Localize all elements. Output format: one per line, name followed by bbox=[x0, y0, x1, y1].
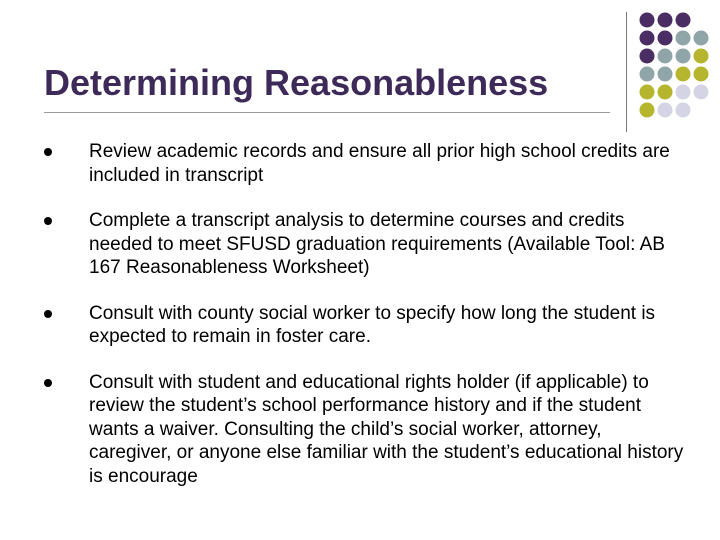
decorative-dot bbox=[676, 103, 691, 118]
decorative-dot bbox=[640, 67, 655, 82]
decorative-dot bbox=[658, 85, 673, 100]
decorative-dot bbox=[658, 67, 673, 82]
decorative-dot bbox=[676, 31, 691, 46]
decorative-dot bbox=[676, 67, 691, 82]
decorative-dot bbox=[640, 85, 655, 100]
decorative-dot bbox=[694, 49, 709, 64]
decorative-dot bbox=[658, 103, 673, 118]
bullet-list bbox=[44, 140, 684, 510]
title-underline bbox=[44, 112, 610, 113]
decorative-dot bbox=[658, 49, 673, 64]
decorative-dot bbox=[640, 49, 655, 64]
bullet-text: Complete a transcript analysis to determine courses and credits needed to meet SFUSD graduation requirements (Available Tool: AB 167 Reasonableness Worksheet) bbox=[89, 210, 665, 278]
decorative-dot bbox=[694, 67, 709, 82]
bullet-item bbox=[44, 371, 684, 489]
bullet-item bbox=[44, 140, 684, 187]
bullet-item bbox=[44, 302, 684, 349]
decorative-dot bbox=[658, 13, 673, 28]
decorative-dot bbox=[676, 13, 691, 28]
decorative-dot bbox=[676, 49, 691, 64]
vertical-divider bbox=[626, 12, 627, 132]
bullet-marker bbox=[44, 379, 52, 387]
slide-title: Determining Reasonableness bbox=[44, 62, 549, 103]
bullet-item bbox=[44, 209, 684, 280]
decorative-dot-grid bbox=[638, 12, 718, 122]
decorative-dot bbox=[676, 85, 691, 100]
bullet-marker bbox=[44, 217, 52, 225]
decorative-dot bbox=[658, 31, 673, 46]
bullet-text: Review academic records and ensure all prior high school credits are included in transcript bbox=[89, 141, 670, 186]
decorative-dot bbox=[640, 13, 655, 28]
decorative-dot bbox=[640, 103, 655, 118]
bullet-text: Consult with student and educational rights holder (if applicable) to review the student’s school performance history and if the student wants a waiver. Consulting the child’s social worker, attorney, caregiver, or anyone else familiar with the student’s educational history is encourage bbox=[89, 371, 684, 487]
decorative-dot bbox=[640, 31, 655, 46]
bullet-marker bbox=[44, 310, 52, 318]
decorative-dot bbox=[694, 85, 709, 100]
decorative-dot bbox=[694, 31, 709, 46]
bullet-marker bbox=[44, 148, 52, 156]
bullet-text: Consult with county social worker to specify how long the student is expected to remain in foster care. bbox=[89, 302, 656, 347]
